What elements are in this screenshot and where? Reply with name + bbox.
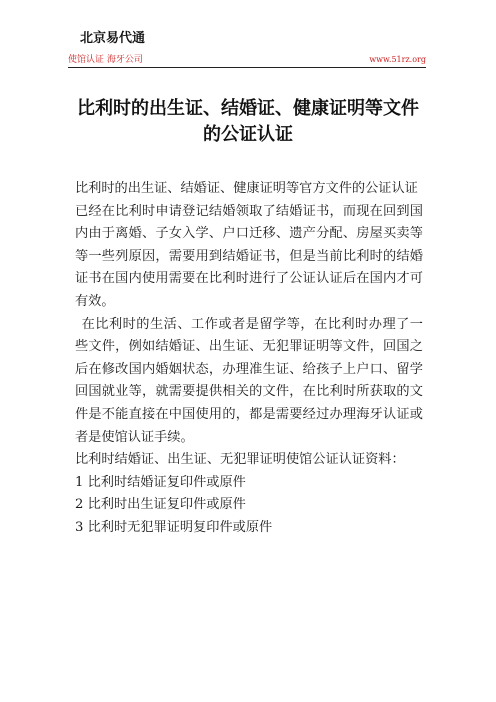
header-divider (68, 67, 426, 68)
header-row (68, 52, 426, 66)
paragraph-materials-heading: 比利时结婚证、出生证、无犯罪证明使馆公证认证资料： (75, 452, 405, 468)
document-body (75, 178, 423, 540)
list-item: 2 比利时出生证复印件或原件 (75, 497, 246, 513)
paragraph-intro: 比利时的出生证、结婚证、健康证明等官方文件的公证认证 (75, 181, 418, 196)
header-website: www.51rz.org (369, 55, 426, 64)
title-line-1: 比利时的出生证、结婚证、健康证明等文件 (77, 98, 419, 119)
header-slogan: 使馆认证 海牙公司 (68, 55, 143, 65)
page-header (68, 30, 426, 68)
paragraph-marriage: 已经在比利时申请登记结婚领取了结婚证书，而现在回到国内由于离婚、子女入学、户口迁移、遗产分配、房屋买卖等等一些列原因，需要用到结婚证书，但是当前比利时的结婚证书在国内使用需要在比利时进行了公证认证后在国内才可有效。 (75, 203, 423, 309)
document-title (60, 96, 436, 148)
brand-name: 北京易代通 (80, 31, 146, 46)
paragraph-life-abroad: 在比利时的生活、工作或者是留学等，在比利时办理了一些文件，例如结婚证、出生证、无犯罪证明等文件，回国之后在修改国内婚姻状态，办理准生证、给孩子上户口、留学回国就业等，就需要提供相关的文件，在比利时所获取的文件是不能直接在中国使用的，都是需要经过办理海牙认证或者是使馆认证手续。 (75, 316, 423, 445)
list-item: 3 比利时无犯罪证明复印件或原件 (75, 519, 273, 535)
title-line-2: 的公证认证 (203, 124, 293, 145)
list-item: 1 比利时结婚证复印件或原件 (75, 474, 246, 490)
